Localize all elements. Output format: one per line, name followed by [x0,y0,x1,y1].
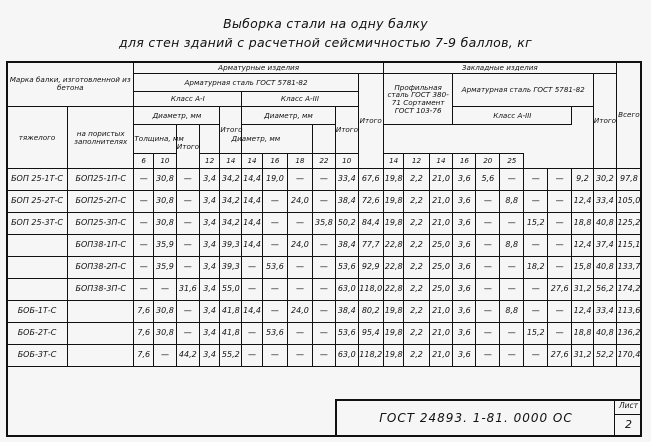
a1-value: — [176,257,199,279]
embedded-products-header: Закладные изделия [383,62,616,74]
mark-heavy: БОП 25-1Т-С [7,169,68,191]
thickness-value: 19,8 [383,301,404,323]
emb-value: — [476,191,500,213]
a3-value: 14,4 [242,169,263,191]
a1-value: — [176,213,199,235]
a3-diameter-3: 22 [312,154,335,169]
emb-rebar-total: 12,4 [572,235,594,257]
emb-value: — [524,235,548,257]
class-a3-emb-header: Класс А-III [453,107,572,125]
mark-heavy: БОП 25-2Т-С [7,191,68,213]
profile-total: 21,0 [429,323,453,345]
a3-total: 50,2 [335,213,358,235]
a3-total: 38,4 [335,301,358,323]
a1-value: 3,4 [199,235,220,257]
emb-value: 3,6 [453,345,476,367]
profile-total-header: Итого [176,125,199,169]
document-subtitle: для стен зданий с расчетной сейсмичностью 7-9 баллов, кг [119,35,532,50]
a3-value: 35,8 [312,213,335,235]
a1-value: — [154,279,177,301]
table-row [7,213,642,235]
emb-value: — [524,301,548,323]
emb-value: — [476,323,500,345]
a3-total: 38,4 [335,235,358,257]
sheet-number: 2 [625,418,632,431]
a3-value: 19,0 [262,169,287,191]
emb-value: — [548,235,572,257]
a3-value: — [262,235,287,257]
profile-total: 25,0 [429,257,453,279]
mark-porous [67,345,133,367]
rebar-total: 92,9 [358,257,383,279]
thickness-value: 19,8 [383,345,404,367]
a3-value: 53,6 [262,323,287,345]
embedded-total: 30,2 [593,169,616,191]
embedded-total: 40,8 [593,323,616,345]
emb-value: 3,6 [453,301,476,323]
a1-value: 31,6 [176,279,199,301]
mark-heavy: БОБ-1Т-С [7,301,68,323]
a3-value: — [262,279,287,301]
embedded-total: 52,2 [593,345,616,367]
thickness-value: 2,2 [404,213,429,235]
table-row [7,279,642,301]
profile-total: 21,0 [429,213,453,235]
a1-diameter-header: Диаметр, мм [134,107,220,125]
a3-value: — [242,345,263,367]
a1-value: — [176,191,199,213]
emb-value: 3,6 [453,169,476,191]
a3-diameter-1: 16 [262,154,287,169]
heavy-concrete-header: тяжелого [7,107,68,169]
a1-value: 44,2 [176,345,199,367]
a3-value: — [262,301,287,323]
thickness-value: 2,2 [404,301,429,323]
a1-value: 30,8 [154,191,177,213]
a3-value: 14,4 [242,213,263,235]
document-title: Выборка стали на одну балку [223,16,428,31]
a3-value: — [312,191,335,213]
a1-value: 3,4 [199,301,220,323]
a1-value: 7,6 [134,323,154,345]
rebar-total: 80,2 [358,301,383,323]
mark-porous [67,301,133,323]
emb-rebar-steel-header: Арматурная сталь ГОСТ 5781-82 [453,74,593,107]
emb-value: — [524,169,548,191]
emb-value: — [500,345,524,367]
rebar-total: 118,0 [358,279,383,301]
emb-value: 3,6 [453,213,476,235]
a1-value: 30,8 [154,169,177,191]
mark-heavy [7,279,68,301]
a1-total: 34,2 [220,191,242,213]
rebar-total-header: Итого [358,74,383,169]
emb-value: 15,2 [524,213,548,235]
emb-diameter-header: Диаметр, мм [199,125,312,154]
thickness-value: 2,2 [404,191,429,213]
emb-value: — [500,323,524,345]
a1-value: — [154,345,177,367]
a3-value: — [287,169,312,191]
emb-value: — [500,213,524,235]
mark-heavy: БОБ-3Т-С [7,345,68,367]
thickness-header: Толщина, мм [134,125,176,154]
grand-total: 125,2 [616,213,641,235]
emb-value: — [548,323,572,345]
a1-value: 3,4 [199,169,220,191]
thickness-1: 14 [383,154,404,169]
a3-value: — [312,345,335,367]
a3-diameter-0: 14 [242,154,263,169]
a1-value: 30,8 [154,213,177,235]
emb-value: — [548,169,572,191]
emb-value: 3,6 [453,323,476,345]
a1-total: 39,3 [220,257,242,279]
a3-value: — [287,279,312,301]
a3-total: 53,6 [335,323,358,345]
a1-total: 34,2 [220,169,242,191]
a1-value: 3,4 [199,257,220,279]
a1-value: 3,4 [199,213,220,235]
profile-total: 21,0 [429,191,453,213]
a3-total: 33,4 [335,169,358,191]
emb-rebar-total: 31,2 [572,345,594,367]
emb-value: — [500,257,524,279]
title-block-top-line [335,399,642,401]
a1-value: 7,6 [134,345,154,367]
emb-value: — [548,257,572,279]
a3-total: 63,0 [335,279,358,301]
emb-diameter-2: 16 [453,154,476,169]
emb-value: 8,8 [500,191,524,213]
emb-value: — [500,169,524,191]
embedded-total: 40,8 [593,213,616,235]
a3-value: — [312,257,335,279]
a1-diameter-2: 12 [199,154,220,169]
a1-value: 30,8 [154,323,177,345]
emb-value: — [524,191,548,213]
a1-diameter-0: 6 [134,154,154,169]
a3-total: 63,0 [335,345,358,367]
grand-total: 105,0 [616,191,641,213]
emb-value: 3,6 [453,235,476,257]
title-block-sheet-line [614,414,642,415]
emb-value: — [548,301,572,323]
grand-total: 136,2 [616,323,641,345]
a3-value: 24,0 [287,191,312,213]
embedded-total: 40,8 [593,257,616,279]
grand-total: 170,4 [616,345,641,367]
a3-total: 38,4 [335,191,358,213]
table-row [7,235,642,257]
emb-value: 3,6 [453,279,476,301]
a3-value: 14,4 [242,301,263,323]
emb-value: — [476,235,500,257]
a3-value: — [242,257,263,279]
thickness-value: 2,2 [404,169,429,191]
a1-value: — [176,301,199,323]
profile-total: 25,0 [429,235,453,257]
mark-porous: БОП38-2П-С [67,257,133,279]
a1-total: 41,8 [220,301,242,323]
a1-value: — [134,235,154,257]
profile-total: 21,0 [429,169,453,191]
a1-total: 34,2 [220,213,242,235]
mark-heavy: БОП 25-3Т-С [7,213,68,235]
class-a3-header: Класс А-III [242,92,359,107]
a1-value: — [134,169,154,191]
a1-value: — [176,323,199,345]
mark-heavy [7,235,68,257]
emb-value: — [476,257,500,279]
rebar-total: 84,4 [358,213,383,235]
rebar-total: 72,6 [358,191,383,213]
a3-total: 53,6 [335,257,358,279]
a3-value: 14,4 [242,191,263,213]
a3-value: — [262,191,287,213]
emb-diameter-4: 25 [500,154,524,169]
a1-value: — [134,279,154,301]
table-row [7,345,642,367]
grand-total: 115,1 [616,235,641,257]
a3-value: — [287,257,312,279]
emb-diameter-1: 14 [429,154,453,169]
a1-value: — [134,257,154,279]
emb-value: — [524,279,548,301]
profile-total: 25,0 [429,279,453,301]
mark-porous: БОП25-3П-С [67,213,133,235]
a3-value: 24,0 [287,235,312,257]
emb-rebar-total: 31,2 [572,279,594,301]
a1-diameter-3: 14 [220,154,242,169]
a1-value: — [134,191,154,213]
emb-rebar-total: 9,2 [572,169,594,191]
emb-value: — [500,279,524,301]
document-code: ГОСТ 24893. 1-81. 0000 ОС [379,411,573,425]
rebar-total: 67,6 [358,169,383,191]
a3-value: — [287,345,312,367]
a3-value: 24,0 [287,301,312,323]
mark-heavy: БОБ-2Т-С [7,323,68,345]
a3-value: — [312,235,335,257]
thickness-value: 19,8 [383,191,404,213]
emb-value: 15,2 [524,323,548,345]
emb-value: — [476,279,500,301]
emb-rebar-total: 12,4 [572,191,594,213]
a1-total-header: Итого [220,107,242,154]
a1-value: 30,8 [154,301,177,323]
emb-value: 27,6 [548,279,572,301]
emb-value: — [524,345,548,367]
mark-porous [67,323,133,345]
emb-rebar-total: 18,8 [572,213,594,235]
profile-steel-header: Профильная сталь ГОСТ 380-71 Сортамент ГОСТ 103-76 [383,74,453,125]
thickness-value: 22,8 [383,257,404,279]
emb-value: — [476,345,500,367]
a3-value: — [242,323,263,345]
emb-value: — [476,301,500,323]
a3-value: — [312,323,335,345]
class-a1-header: Класс А-I [134,92,242,107]
a3-value: — [287,323,312,345]
rebar-products-header: Арматурные изделия [134,62,383,74]
mark-group-header: Марка балки, изготовленной из бетона [7,62,134,107]
a1-value: 3,4 [199,345,220,367]
table-row [7,301,642,323]
embedded-total: 56,2 [593,279,616,301]
thickness-0: 10 [335,154,358,169]
profile-total: 21,0 [429,345,453,367]
emb-value: 3,6 [453,191,476,213]
thickness-value: 2,2 [404,323,429,345]
grand-total-header: Всего [616,62,641,169]
thickness-value: 22,8 [383,235,404,257]
thickness-value: 19,8 [383,323,404,345]
emb-diameter-0: 12 [404,154,429,169]
embedded-total: 33,4 [593,191,616,213]
thickness-value: 22,8 [383,279,404,301]
title-block-left-line [335,400,337,437]
emb-value: — [548,191,572,213]
a3-value: — [242,279,263,301]
thickness-value: 2,2 [404,345,429,367]
emb-rebar-total: 18,8 [572,323,594,345]
grand-total: 97,8 [616,169,641,191]
rebar-total: 118,2 [358,345,383,367]
rebar-total: 95,4 [358,323,383,345]
table-row [7,323,642,345]
table-row [7,169,642,191]
a1-total: 41,8 [220,323,242,345]
emb-value: 8,8 [500,301,524,323]
a1-total: 55,0 [220,279,242,301]
a1-total: 39,3 [220,235,242,257]
mark-porous: БОП25-1П-С [67,169,133,191]
mark-porous: БОП25-2П-С [67,191,133,213]
thickness-value: 2,2 [404,257,429,279]
a3-value: 53,6 [262,257,287,279]
a3-value: — [262,213,287,235]
table-row [7,257,642,279]
emb-value: 8,8 [500,235,524,257]
emb-value: 27,6 [548,345,572,367]
rebar-steel-header: Арматурная сталь ГОСТ 5781-82 [134,74,358,92]
a3-total-header: Итого [335,107,358,154]
thickness-value: 19,8 [383,169,404,191]
mark-porous: БОП38-3П-С [67,279,133,301]
profile-total: 21,0 [429,301,453,323]
emb-diameter-3: 20 [476,154,500,169]
a1-value: 35,9 [154,257,177,279]
a1-value: 3,4 [199,191,220,213]
thickness-value: 19,8 [383,213,404,235]
grand-total: 113,6 [616,301,641,323]
thickness-value: 2,2 [404,235,429,257]
porous-concrete-header: на пористых заполнителях [67,107,133,169]
mark-heavy [7,257,68,279]
a1-value: 3,4 [199,323,220,345]
a3-diameter-2: 18 [287,154,312,169]
emb-value: 3,6 [453,257,476,279]
grand-total: 133,7 [616,257,641,279]
emb-rebar-total: 15,8 [572,257,594,279]
a1-value: — [176,235,199,257]
grand-total: 174,2 [616,279,641,301]
thickness-value: 2,2 [404,279,429,301]
mark-porous: БОП38-1П-С [67,235,133,257]
table-row [7,191,642,213]
steel-schedule-table [6,61,642,367]
a1-value: 35,9 [154,235,177,257]
a1-value: 3,4 [199,279,220,301]
embedded-total: 37,4 [593,235,616,257]
emb-value: 18,2 [524,257,548,279]
a3-value: — [262,345,287,367]
a1-value: — [176,169,199,191]
a3-value: — [312,279,335,301]
emb-value: — [548,213,572,235]
rebar-total: 77,7 [358,235,383,257]
a3-value: — [312,169,335,191]
emb-value: 5,6 [476,169,500,191]
a1-diameter-1: 10 [154,154,177,169]
a3-value: — [312,301,335,323]
a3-value: 14,4 [242,235,263,257]
a3-diameter-header: Диаметр, мм [242,107,336,125]
a1-total: 55,2 [220,345,242,367]
emb-total-header: Итого [593,74,616,169]
a3-value: — [287,213,312,235]
a1-value: — [134,213,154,235]
embedded-total: 33,4 [593,301,616,323]
a1-value: 7,6 [134,301,154,323]
sheet-label: Лист [618,401,638,410]
emb-value: — [476,213,500,235]
emb-rebar-total: 12,4 [572,301,594,323]
